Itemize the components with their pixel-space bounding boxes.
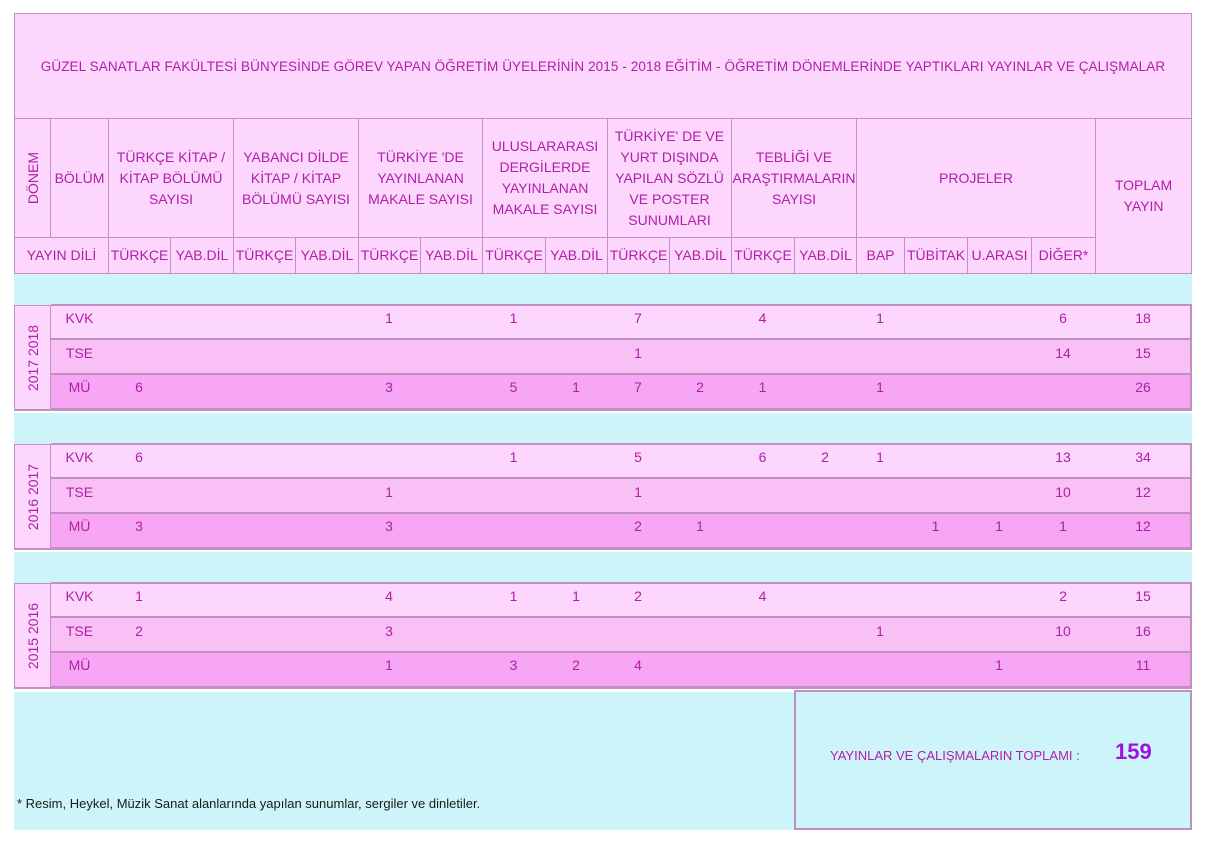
data-cell: 1 <box>967 652 1032 686</box>
data-cell <box>170 444 234 478</box>
data-cell <box>295 652 359 686</box>
row-divider <box>51 651 1192 653</box>
data-cell <box>545 444 608 478</box>
data-cell <box>904 305 968 339</box>
data-cell: 2 <box>794 444 857 478</box>
donem-header-label: DÖNEM <box>24 151 41 205</box>
data-cell <box>967 618 1032 652</box>
subheader-cell: TÜBİTAK <box>904 237 968 274</box>
data-cell <box>856 652 905 686</box>
report-title: GÜZEL SANATLAR FAKÜLTESİ BÜNYESİNDE GÖREV YAPAN ÖĞRETİM ÜYELERİNİN 2015 - 2018 EĞİTİM - ÖĞRETİM DÖNEMLERİNDE YAPTIKLARI YAYINLAR VE ÇALIŞMALAR <box>14 13 1192 119</box>
right-border <box>1190 305 1192 411</box>
bolum-cell: KVK <box>51 444 109 478</box>
grand-total-value: 159 <box>1115 739 1152 764</box>
data-cell <box>482 618 546 652</box>
data-cell <box>420 305 483 339</box>
row-divider <box>51 582 1192 584</box>
data-cell <box>482 513 546 547</box>
data-cell <box>295 513 359 547</box>
data-cell <box>731 652 795 686</box>
data-cell <box>794 652 857 686</box>
row-total-cell: 26 <box>1095 374 1192 408</box>
data-cell: 1 <box>482 305 546 339</box>
data-cell: 2 <box>108 618 171 652</box>
row-divider <box>51 373 1192 375</box>
data-cell <box>233 513 296 547</box>
data-cell <box>233 479 296 513</box>
data-cell <box>967 444 1032 478</box>
report-sheet <box>14 13 1192 830</box>
data-cell: 1 <box>108 583 171 617</box>
data-cell <box>420 340 483 374</box>
data-cell: 2 <box>1031 583 1096 617</box>
row-divider <box>51 616 1192 618</box>
data-cell <box>233 340 296 374</box>
data-cell <box>170 340 234 374</box>
right-border <box>1190 583 1192 689</box>
subheader-cell: YAB.DİL <box>420 237 483 274</box>
data-cell <box>420 583 483 617</box>
data-cell: 1 <box>607 340 670 374</box>
data-cell: 1 <box>904 513 968 547</box>
header-group-5: TEBLİĞİ VE ARAŞTIRMALARIN SAYISI <box>731 118 857 238</box>
data-cell <box>904 652 968 686</box>
data-cell <box>108 479 171 513</box>
data-cell: 1 <box>967 513 1032 547</box>
data-cell <box>545 479 608 513</box>
data-cell <box>669 340 732 374</box>
data-cell: 1 <box>482 444 546 478</box>
data-cell <box>358 340 421 374</box>
bolum-cell: KVK <box>51 583 109 617</box>
header-group-3: ULUSLARARASI DERGİLERDE YAYINLANAN MAKALE SAYISI <box>482 118 608 238</box>
data-cell <box>794 513 857 547</box>
data-cell: 3 <box>482 652 546 686</box>
row-divider <box>51 477 1192 479</box>
data-cell: 6 <box>731 444 795 478</box>
data-cell: 4 <box>607 652 670 686</box>
period-label <box>14 583 51 689</box>
row-total-cell: 15 <box>1095 583 1192 617</box>
data-cell <box>233 305 296 339</box>
data-cell <box>108 305 171 339</box>
period-separator <box>14 274 1192 305</box>
footnote: * Resim, Heykel, Müzik Sanat alanlarında yapılan sunumlar, sergiler ve dinletiler. <box>17 796 481 811</box>
data-cell <box>295 618 359 652</box>
subheader-cell: YAB.DİL <box>794 237 857 274</box>
data-cell <box>295 444 359 478</box>
data-cell: 4 <box>358 583 421 617</box>
data-cell <box>967 479 1032 513</box>
subheader-cell: TÜRKÇE <box>607 237 670 274</box>
data-cell <box>482 340 546 374</box>
data-cell <box>731 513 795 547</box>
subheader-cell: YAB.DİL <box>295 237 359 274</box>
data-cell <box>1031 652 1096 686</box>
bolum-cell: TSE <box>51 479 109 513</box>
data-cell: 5 <box>607 444 670 478</box>
data-cell <box>967 374 1032 408</box>
data-cell: 3 <box>358 374 421 408</box>
data-cell <box>295 374 359 408</box>
data-cell <box>420 374 483 408</box>
data-cell: 1 <box>669 513 732 547</box>
subheader-cell: TÜRKÇE <box>358 237 421 274</box>
subheader-cell: TÜRKÇE <box>731 237 795 274</box>
data-cell: 4 <box>731 305 795 339</box>
row-total-cell: 34 <box>1095 444 1192 478</box>
data-cell <box>295 305 359 339</box>
subheader-cell: TÜRKÇE <box>482 237 546 274</box>
data-cell: 1 <box>358 479 421 513</box>
data-cell <box>420 652 483 686</box>
data-cell <box>794 618 857 652</box>
data-cell: 4 <box>731 583 795 617</box>
data-cell <box>170 652 234 686</box>
data-cell <box>295 340 359 374</box>
grand-total-label: YAYINLAR VE ÇALIŞMALARIN TOPLAMI : <box>830 748 1080 763</box>
data-cell <box>731 340 795 374</box>
bolum-cell: MÜ <box>51 513 109 547</box>
data-cell <box>731 479 795 513</box>
subheader-cell: U.ARASI <box>967 237 1032 274</box>
data-cell <box>904 340 968 374</box>
data-cell <box>794 340 857 374</box>
data-cell: 3 <box>108 513 171 547</box>
data-cell <box>170 305 234 339</box>
data-cell <box>904 374 968 408</box>
subheader-cell: TÜRKÇE <box>233 237 296 274</box>
period-label-text: 2016 2017 <box>24 463 41 531</box>
data-cell <box>794 374 857 408</box>
period-separator <box>14 413 1192 444</box>
data-cell: 3 <box>358 618 421 652</box>
data-cell: 13 <box>1031 444 1096 478</box>
period-label <box>14 444 51 550</box>
data-cell <box>295 479 359 513</box>
data-cell <box>545 618 608 652</box>
data-cell <box>170 618 234 652</box>
data-cell <box>967 340 1032 374</box>
bolum-cell: KVK <box>51 305 109 339</box>
data-cell <box>967 583 1032 617</box>
data-cell <box>904 444 968 478</box>
data-cell <box>904 583 968 617</box>
data-cell: 1 <box>856 305 905 339</box>
row-divider <box>51 443 1192 445</box>
data-cell: 10 <box>1031 479 1096 513</box>
bolum-cell: TSE <box>51 340 109 374</box>
data-cell: 1 <box>1031 513 1096 547</box>
data-cell <box>108 652 171 686</box>
data-cell: 1 <box>358 305 421 339</box>
bolum-cell: MÜ <box>51 374 109 408</box>
bolum-cell: TSE <box>51 618 109 652</box>
data-cell: 14 <box>1031 340 1096 374</box>
row-total-cell: 11 <box>1095 652 1192 686</box>
toplam-header: TOPLAM YAYIN <box>1095 118 1192 274</box>
data-cell <box>669 618 732 652</box>
data-cell <box>170 479 234 513</box>
data-cell <box>1031 374 1096 408</box>
row-divider <box>51 304 1192 306</box>
data-cell <box>856 583 905 617</box>
data-cell: 6 <box>1031 305 1096 339</box>
data-cell: 1 <box>731 374 795 408</box>
data-cell <box>794 305 857 339</box>
data-cell: 1 <box>545 374 608 408</box>
period-label-text: 2017 2018 <box>24 324 41 392</box>
data-cell <box>669 479 732 513</box>
data-cell: 1 <box>856 618 905 652</box>
data-cell: 6 <box>108 444 171 478</box>
row-total-cell: 15 <box>1095 340 1192 374</box>
data-cell <box>233 652 296 686</box>
data-cell: 1 <box>482 583 546 617</box>
data-cell: 6 <box>108 374 171 408</box>
subheader-cell: YAB.DİL <box>170 237 234 274</box>
data-cell <box>233 374 296 408</box>
subheader-cell: BAP <box>856 237 905 274</box>
data-cell <box>967 305 1032 339</box>
data-cell <box>856 340 905 374</box>
header-group-0: TÜRKÇE KİTAP / KİTAP BÖLÜMÜ SAYISI <box>108 118 234 238</box>
row-total-cell: 12 <box>1095 479 1192 513</box>
data-cell: 2 <box>545 652 608 686</box>
data-cell: 2 <box>607 513 670 547</box>
data-cell <box>420 444 483 478</box>
data-cell: 3 <box>358 513 421 547</box>
subheader-cell: YAB.DİL <box>669 237 732 274</box>
data-cell: 10 <box>1031 618 1096 652</box>
period-label-text: 2015 2016 <box>24 602 41 670</box>
bolum-header: BÖLÜM <box>50 118 109 238</box>
right-border <box>1190 444 1192 550</box>
period-bottom-border <box>14 548 1192 550</box>
data-cell <box>358 444 421 478</box>
bolum-cell: MÜ <box>51 652 109 686</box>
row-total-cell: 12 <box>1095 513 1192 547</box>
yayin-dili-header: YAYIN DİLİ <box>14 237 109 274</box>
data-cell <box>794 583 857 617</box>
data-cell <box>170 513 234 547</box>
row-divider <box>51 512 1192 514</box>
data-cell <box>420 479 483 513</box>
header-group-2: TÜRKİYE 'DE YAYINLANAN MAKALE SAYISI <box>358 118 483 238</box>
data-cell <box>482 479 546 513</box>
period-label <box>14 305 51 411</box>
data-cell <box>108 340 171 374</box>
header-group-1: YABANCI DİLDE KİTAP / KİTAP BÖLÜMÜ SAYISI <box>233 118 359 238</box>
data-cell <box>170 583 234 617</box>
data-cell: 7 <box>607 305 670 339</box>
data-cell: 1 <box>545 583 608 617</box>
data-cell <box>904 618 968 652</box>
data-cell <box>545 513 608 547</box>
data-cell: 1 <box>358 652 421 686</box>
data-cell <box>669 444 732 478</box>
header-group-6: PROJELER <box>856 118 1096 238</box>
data-cell <box>545 340 608 374</box>
data-cell <box>669 652 732 686</box>
data-cell <box>856 513 905 547</box>
period-bottom-border <box>14 687 1192 689</box>
data-cell <box>904 479 968 513</box>
data-cell <box>420 618 483 652</box>
row-total-cell: 16 <box>1095 618 1192 652</box>
data-cell <box>233 618 296 652</box>
data-cell: 2 <box>669 374 732 408</box>
data-cell: 5 <box>482 374 546 408</box>
data-cell: 2 <box>607 583 670 617</box>
data-cell <box>794 479 857 513</box>
data-cell: 7 <box>607 374 670 408</box>
data-cell <box>669 305 732 339</box>
data-cell <box>233 583 296 617</box>
subheader-cell: TÜRKÇE <box>108 237 171 274</box>
period-bottom-border <box>14 409 1192 411</box>
row-total-cell: 18 <box>1095 305 1192 339</box>
data-cell: 1 <box>856 374 905 408</box>
donem-header <box>14 118 51 238</box>
data-cell <box>295 583 359 617</box>
data-cell <box>731 618 795 652</box>
data-cell <box>170 374 234 408</box>
subheader-cell: YAB.DİL <box>545 237 608 274</box>
header-group-4: TÜRKİYE' DE VE YURT DIŞINDA YAPILAN SÖZLÜ VE POSTER SUNUMLARI <box>607 118 732 238</box>
data-cell: 1 <box>607 479 670 513</box>
data-cell <box>233 444 296 478</box>
data-cell <box>545 305 608 339</box>
data-cell <box>856 479 905 513</box>
data-cell <box>420 513 483 547</box>
subheader-cell: DİĞER* <box>1031 237 1096 274</box>
data-cell <box>669 583 732 617</box>
data-cell <box>607 618 670 652</box>
data-cell: 1 <box>856 444 905 478</box>
period-separator <box>14 552 1192 583</box>
row-divider <box>51 338 1192 340</box>
